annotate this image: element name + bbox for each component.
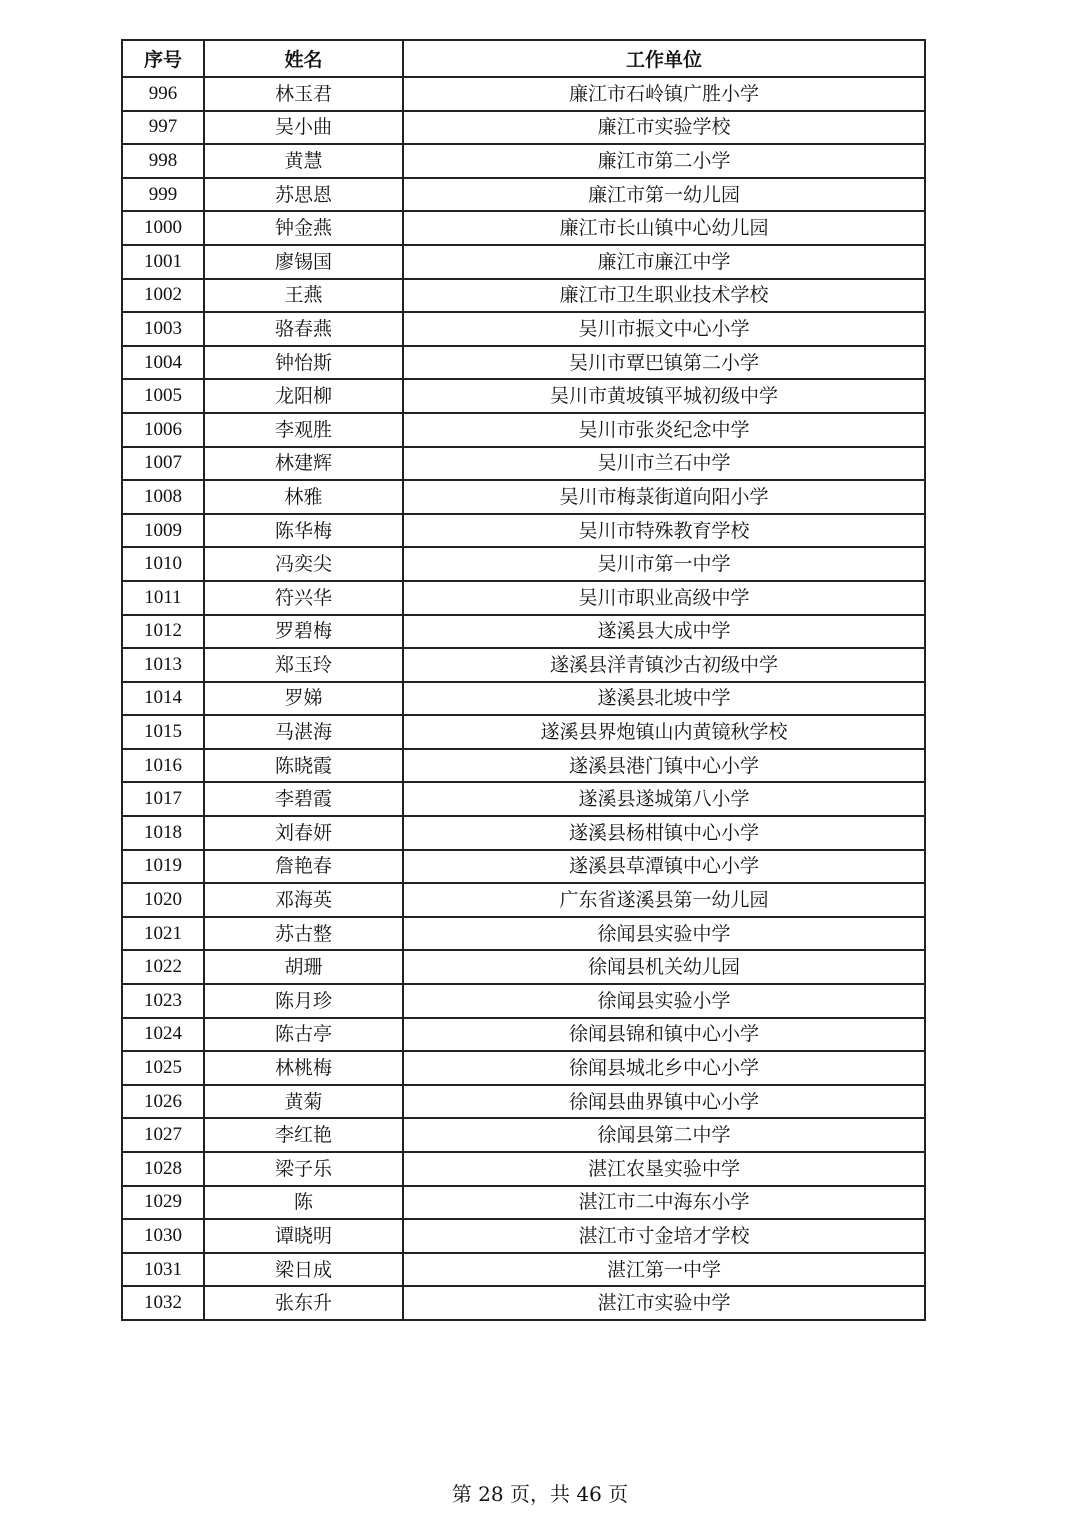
row-name: 郑玉玲 [204,648,403,682]
table-row [122,648,925,682]
row-number: 1008 [122,480,204,514]
row-number: 1016 [122,749,204,783]
row-name: 李观胜 [204,413,403,447]
table-row [122,749,925,783]
row-name: 陈古亭 [204,1018,403,1052]
table-row [122,1051,925,1085]
table-row [122,77,925,111]
row-work-unit: 吴川市梅菉街道向阳小学 [403,480,925,514]
row-number: 1003 [122,312,204,346]
row-name: 黄慧 [204,144,403,178]
row-name: 梁子乐 [204,1152,403,1186]
row-work-unit: 徐闻县城北乡中心小学 [403,1051,925,1085]
table-row [122,178,925,212]
row-name: 黄菊 [204,1085,403,1119]
row-work-unit: 遂溪县大成中学 [403,615,925,649]
table-header-row [122,40,925,77]
table-row [122,379,925,413]
row-work-unit: 遂溪县港门镇中心小学 [403,749,925,783]
table-row [122,480,925,514]
row-name: 邓海英 [204,883,403,917]
row-number: 1012 [122,615,204,649]
row-number: 1002 [122,279,204,313]
table-row [122,1152,925,1186]
table-row [122,782,925,816]
row-number: 1009 [122,514,204,548]
row-number: 1029 [122,1186,204,1220]
row-name: 林建辉 [204,447,403,481]
row-name: 陈晓霞 [204,749,403,783]
table-row [122,1219,925,1253]
page-footer: 第 28 页，共 46 页 [451,1482,629,1506]
row-number: 1030 [122,1219,204,1253]
row-name: 詹艳春 [204,850,403,884]
row-name: 李碧霞 [204,782,403,816]
row-number: 999 [122,178,204,212]
table-row [122,413,925,447]
table-row [122,883,925,917]
row-work-unit: 吴川市职业高级中学 [403,581,925,615]
row-work-unit: 徐闻县机关幼儿园 [403,950,925,984]
row-number: 1031 [122,1253,204,1287]
row-number: 1023 [122,984,204,1018]
table-row [122,850,925,884]
row-number: 1021 [122,917,204,951]
row-work-unit: 吴川市覃巴镇第二小学 [403,346,925,380]
row-name: 廖锡国 [204,245,403,279]
table-row [122,1186,925,1220]
row-number: 1000 [122,211,204,245]
row-work-unit: 湛江市寸金培才学校 [403,1219,925,1253]
row-name: 谭晓明 [204,1219,403,1253]
row-number: 1032 [122,1286,204,1320]
row-name: 钟金燕 [204,211,403,245]
row-work-unit: 吴川市特殊教育学校 [403,514,925,548]
table-row [122,514,925,548]
row-work-unit: 徐闻县第二中学 [403,1118,925,1152]
table-body [122,77,925,1320]
row-number: 1004 [122,346,204,380]
row-work-unit: 廉江市卫生职业技术学校 [403,279,925,313]
row-work-unit: 湛江市二中海东小学 [403,1186,925,1220]
table-row [122,312,925,346]
table-row [122,211,925,245]
row-number: 1025 [122,1051,204,1085]
table-row [122,682,925,716]
row-name: 龙阳柳 [204,379,403,413]
row-name: 林桃梅 [204,1051,403,1085]
table-row [122,245,925,279]
table-row [122,950,925,984]
row-number: 1005 [122,379,204,413]
header-name: 姓名 [204,40,403,77]
row-name: 王燕 [204,279,403,313]
row-work-unit: 吴川市黄坡镇平城初级中学 [403,379,925,413]
table-row [122,1018,925,1052]
row-name: 张东升 [204,1286,403,1320]
row-number: 1022 [122,950,204,984]
row-number: 998 [122,144,204,178]
row-work-unit: 徐闻县锦和镇中心小学 [403,1018,925,1052]
table-row [122,144,925,178]
table-row [122,715,925,749]
table-row [122,1118,925,1152]
row-name: 钟怡斯 [204,346,403,380]
row-name: 陈月珍 [204,984,403,1018]
row-name: 罗碧梅 [204,615,403,649]
row-work-unit: 廉江市第一幼儿园 [403,178,925,212]
row-name: 罗娣 [204,682,403,716]
row-work-unit: 吴川市张炎纪念中学 [403,413,925,447]
row-work-unit: 遂溪县杨柑镇中心小学 [403,816,925,850]
row-name: 冯奕尖 [204,547,403,581]
table-row [122,917,925,951]
row-number: 1026 [122,1085,204,1119]
row-name: 符兴华 [204,581,403,615]
row-work-unit: 徐闻县实验小学 [403,984,925,1018]
row-name: 苏思恩 [204,178,403,212]
row-work-unit: 广东省遂溪县第一幼儿园 [403,883,925,917]
row-number: 1013 [122,648,204,682]
row-work-unit: 吴川市振文中心小学 [403,312,925,346]
table-row [122,1286,925,1320]
row-name: 李红艳 [204,1118,403,1152]
row-work-unit: 廉江市实验学校 [403,111,925,145]
row-name: 吴小曲 [204,111,403,145]
table-row [122,111,925,145]
row-work-unit: 吴川市兰石中学 [403,447,925,481]
row-name: 陈 [204,1186,403,1220]
header-number: 序号 [122,40,204,77]
row-name: 胡珊 [204,950,403,984]
table-row [122,346,925,380]
table-row [122,581,925,615]
row-number: 1010 [122,547,204,581]
row-name: 陈华梅 [204,514,403,548]
row-number: 1017 [122,782,204,816]
table-row [122,984,925,1018]
row-work-unit: 湛江市实验中学 [403,1286,925,1320]
row-work-unit: 遂溪县洋青镇沙古初级中学 [403,648,925,682]
row-work-unit: 廉江市第二小学 [403,144,925,178]
row-number: 1014 [122,682,204,716]
row-name: 马湛海 [204,715,403,749]
row-number: 1007 [122,447,204,481]
row-work-unit: 廉江市石岭镇广胜小学 [403,77,925,111]
row-number: 996 [122,77,204,111]
row-work-unit: 遂溪县草潭镇中心小学 [403,850,925,884]
row-number: 1019 [122,850,204,884]
table-row [122,1253,925,1287]
row-number: 1027 [122,1118,204,1152]
row-work-unit: 遂溪县界炮镇山内黄镜秋学校 [403,715,925,749]
row-work-unit: 徐闻县实验中学 [403,917,925,951]
table-row [122,547,925,581]
row-name: 林雅 [204,480,403,514]
row-name: 梁日成 [204,1253,403,1287]
roster-table [121,39,926,1321]
row-work-unit: 吴川市第一中学 [403,547,925,581]
row-name: 林玉君 [204,77,403,111]
row-work-unit: 遂溪县北坡中学 [403,682,925,716]
row-number: 1011 [122,581,204,615]
table-row [122,615,925,649]
row-number: 1020 [122,883,204,917]
row-work-unit: 徐闻县曲界镇中心小学 [403,1085,925,1119]
row-number: 1024 [122,1018,204,1052]
row-work-unit: 湛江农垦实验中学 [403,1152,925,1186]
header-work-unit: 工作单位 [403,40,925,77]
table-row [122,279,925,313]
row-number: 1015 [122,715,204,749]
table-row [122,447,925,481]
row-number: 1018 [122,816,204,850]
row-name: 苏古整 [204,917,403,951]
table-row [122,816,925,850]
row-number: 1006 [122,413,204,447]
row-work-unit: 廉江市长山镇中心幼儿园 [403,211,925,245]
row-work-unit: 廉江市廉江中学 [403,245,925,279]
row-name: 骆春燕 [204,312,403,346]
row-number: 1028 [122,1152,204,1186]
table-row [122,1085,925,1119]
row-work-unit: 湛江第一中学 [403,1253,925,1287]
row-name: 刘春妍 [204,816,403,850]
row-number: 1001 [122,245,204,279]
row-work-unit: 遂溪县遂城第八小学 [403,782,925,816]
row-number: 997 [122,111,204,145]
